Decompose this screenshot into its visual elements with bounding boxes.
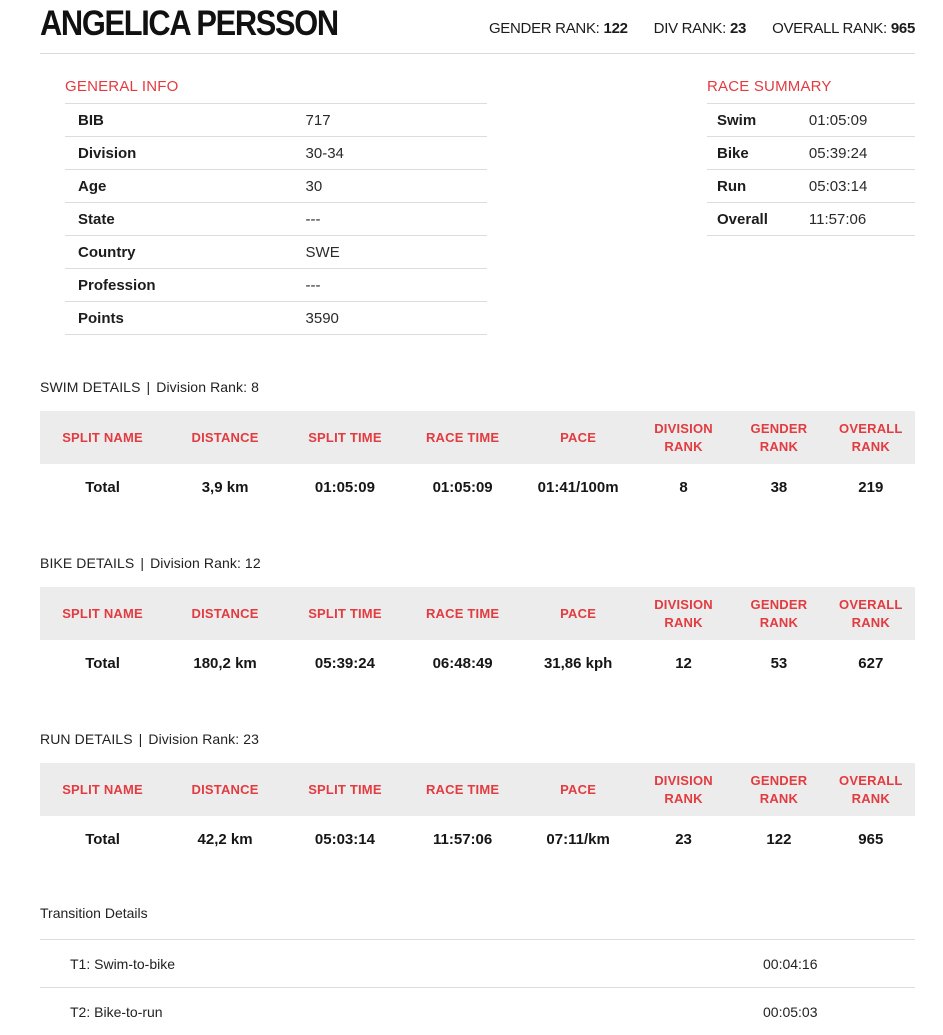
run-division-rank: Division Rank: 23	[148, 731, 260, 747]
bike-gender-rank-value: 53	[770, 655, 788, 672]
run-division-rank-value: 23	[675, 831, 692, 848]
run-section-title	[40, 731, 915, 747]
col-header-race-time: RACE TIME	[405, 411, 521, 464]
gender-rank	[489, 20, 628, 37]
bike-split-time: 05:39:24	[314, 655, 375, 672]
col-header-gender-rank: GENDER RANK	[731, 763, 826, 816]
info-value-age: 30	[305, 177, 323, 195]
table-row	[65, 170, 487, 203]
col-header-split-time: SPLIT TIME	[285, 763, 405, 816]
general-info-panel	[65, 78, 487, 335]
info-label-division: Division	[78, 144, 137, 162]
table-row	[65, 269, 487, 302]
info-value-division: 30-34	[305, 144, 344, 162]
run-details-section	[40, 731, 915, 863]
table-row	[65, 203, 487, 236]
summary-value-overall: 11:57:06	[808, 210, 867, 228]
info-label-profession: Profession	[78, 276, 156, 294]
overall-rank	[772, 20, 915, 37]
col-header-division-rank: DIVISION RANK	[636, 763, 731, 816]
col-header-race-time: RACE TIME	[405, 763, 521, 816]
race-summary-title: RACE SUMMARY	[707, 78, 832, 95]
table-row	[65, 137, 487, 170]
bike-division-rank-value: 12	[675, 655, 692, 672]
summary-value-run: 05:03:14	[808, 177, 868, 195]
table-row	[40, 640, 915, 687]
summary-label-swim: Swim	[717, 111, 757, 129]
swim-split-time: 01:05:09	[314, 479, 375, 496]
bike-distance: 180,2 km	[193, 655, 257, 672]
gender-rank-label: GENDER RANK:	[488, 20, 600, 37]
run-overall-rank-value: 965	[858, 831, 884, 848]
swim-division-rank-value: 8	[679, 479, 688, 496]
table-header-row	[40, 411, 915, 464]
title-separator: |	[138, 731, 143, 747]
table-row	[707, 137, 915, 170]
info-label-points: Points	[78, 309, 124, 327]
info-value-points: 3590	[305, 309, 339, 327]
bike-split-name: Total	[85, 655, 120, 672]
rank-strip	[489, 20, 915, 41]
div-rank-value: 23	[730, 20, 747, 37]
info-value-profession: ---	[305, 276, 321, 294]
t1-label: T1: Swim-to-bike	[70, 955, 176, 972]
overall-rank-label: OVERALL RANK:	[772, 20, 887, 37]
swim-title-text: SWIM DETAILS	[40, 379, 141, 395]
table-row	[40, 464, 915, 511]
transition-details-section	[40, 905, 915, 1035]
div-rank	[654, 20, 746, 37]
summary-label-bike: Bike	[717, 144, 749, 162]
col-header-split-time: SPLIT TIME	[285, 587, 405, 640]
info-label-state: State	[78, 210, 115, 228]
table-header-row	[40, 587, 915, 640]
transition-details-title: Transition Details	[40, 905, 148, 921]
col-header-split-time: SPLIT TIME	[285, 411, 405, 464]
col-header-split-name: SPLIT NAME	[40, 411, 165, 464]
col-header-division-rank: DIVISION RANK	[636, 411, 731, 464]
general-info-title: GENERAL INFO	[65, 78, 179, 95]
summary-value-swim: 01:05:09	[808, 111, 868, 129]
swim-details-section	[40, 379, 915, 511]
div-rank-label: DIV RANK:	[653, 20, 726, 37]
run-details-table	[40, 763, 915, 863]
col-header-race-time: RACE TIME	[405, 587, 521, 640]
bike-details-table	[40, 587, 915, 687]
table-row	[707, 170, 915, 203]
col-header-pace: PACE	[520, 411, 636, 464]
col-header-distance: DISTANCE	[165, 411, 285, 464]
transition-row-t1	[40, 939, 915, 987]
swim-division-rank: Division Rank: 8	[156, 379, 260, 395]
info-label-bib: BIB	[78, 111, 104, 129]
col-header-pace: PACE	[520, 763, 636, 816]
race-summary-table	[707, 103, 915, 236]
bike-details-section	[40, 555, 915, 687]
summary-value-bike: 05:39:24	[808, 144, 868, 162]
run-title-text: RUN DETAILS	[40, 731, 133, 747]
table-header-row	[40, 763, 915, 816]
run-gender-rank-value: 122	[766, 831, 792, 848]
bike-pace: 31,86 kph	[543, 655, 613, 672]
info-value-bib: 717	[305, 111, 331, 129]
title-separator: |	[146, 379, 151, 395]
col-header-split-name: SPLIT NAME	[40, 587, 165, 640]
info-row	[40, 78, 915, 335]
col-header-distance: DISTANCE	[165, 587, 285, 640]
info-value-country: SWE	[305, 243, 340, 261]
run-race-time: 11:57:06	[433, 831, 493, 848]
run-split-name: Total	[85, 831, 120, 848]
swim-section-title	[40, 379, 915, 395]
col-header-overall-rank: OVERALL RANK	[827, 411, 915, 464]
transition-row-t2	[40, 987, 915, 1035]
col-header-overall-rank: OVERALL RANK	[827, 763, 915, 816]
table-row	[707, 104, 915, 137]
bike-section-title	[40, 555, 915, 571]
swim-pace: 01:41/100m	[537, 479, 619, 496]
swim-gender-rank-value: 38	[770, 479, 788, 496]
t2-time: 00:05:03	[763, 1003, 818, 1020]
page-header	[40, 6, 915, 54]
swim-race-time: 01:05:09	[432, 479, 493, 496]
swim-overall-rank-value: 219	[858, 479, 884, 496]
col-header-pace: PACE	[520, 587, 636, 640]
col-header-overall-rank: OVERALL RANK	[827, 587, 915, 640]
summary-label-overall: Overall	[717, 210, 768, 228]
table-row	[65, 302, 487, 335]
t1-time: 00:04:16	[763, 955, 818, 972]
col-header-division-rank: DIVISION RANK	[636, 587, 731, 640]
col-header-gender-rank: GENDER RANK	[731, 587, 826, 640]
race-summary-panel	[707, 78, 915, 335]
info-value-state: ---	[305, 210, 321, 228]
summary-label-run: Run	[717, 177, 747, 195]
col-header-split-name: SPLIT NAME	[40, 763, 165, 816]
table-row	[40, 816, 915, 863]
swim-details-table	[40, 411, 915, 511]
table-row	[65, 104, 487, 137]
bike-division-rank: Division Rank: 12	[150, 555, 261, 571]
col-header-distance: DISTANCE	[165, 763, 285, 816]
table-row	[65, 236, 487, 269]
run-distance: 42,2 km	[197, 831, 253, 848]
run-split-time: 05:03:14	[314, 831, 375, 848]
info-label-country: Country	[78, 243, 136, 261]
swim-split-name: Total	[85, 479, 120, 496]
title-separator: |	[140, 555, 145, 571]
bike-title-text: BIKE DETAILS	[40, 555, 135, 571]
athlete-name: ANGELICA PERSSON	[40, 4, 338, 43]
run-pace: 07:11/km	[546, 831, 610, 848]
general-info-table	[65, 103, 487, 335]
bike-overall-rank-value: 627	[858, 655, 884, 672]
swim-distance: 3,9 km	[201, 479, 249, 496]
info-label-age: Age	[78, 177, 107, 195]
overall-rank-value: 965	[890, 20, 915, 37]
gender-rank-value: 122	[603, 20, 628, 37]
t2-label: T2: Bike-to-run	[70, 1003, 163, 1020]
table-row	[707, 203, 915, 236]
bike-race-time: 06:48:49	[432, 655, 493, 672]
col-header-gender-rank: GENDER RANK	[731, 411, 826, 464]
